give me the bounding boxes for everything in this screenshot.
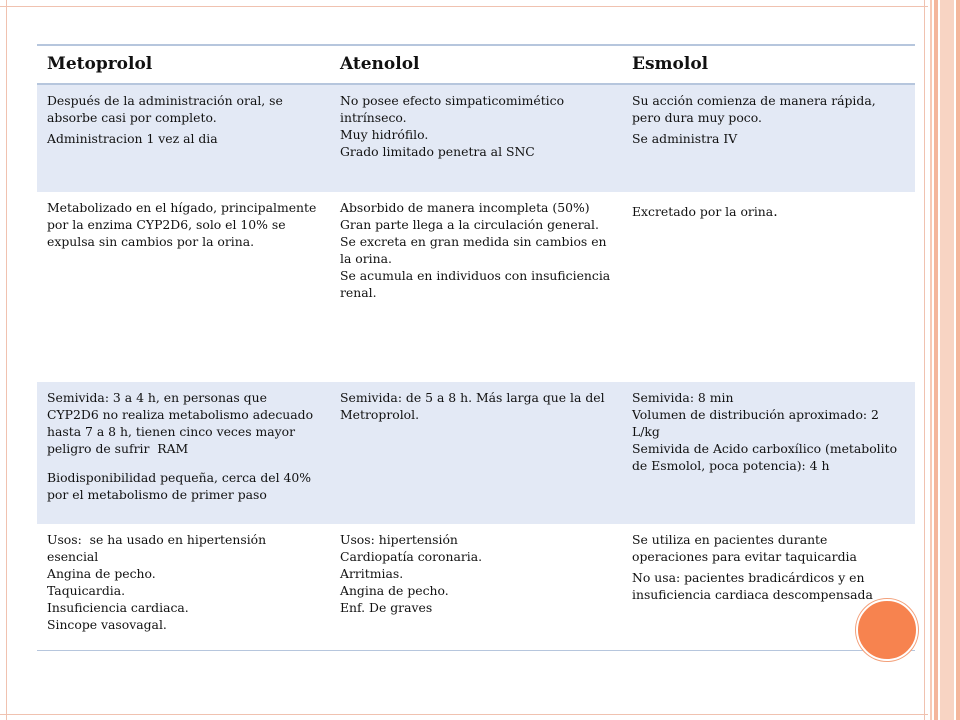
cell-text: Enf. De graves [340, 600, 433, 615]
slide-frame-bottom [0, 714, 928, 715]
cell-text: Usos: se ha usado en hipertensión esencial [47, 532, 271, 564]
decor-stripe [930, 0, 932, 720]
cell-atenolol [330, 84, 622, 192]
cell-metoprolol [37, 524, 330, 650]
cell-text: Semivida: de 5 a 8 h. Más larga que la del Metroprolol. [340, 390, 609, 422]
cell-text: Volumen de distribución aproximado: 2 L/kg [632, 407, 883, 439]
cell-metoprolol [37, 192, 330, 382]
cell-text: Gran parte llega a la circulación general. [340, 217, 599, 232]
cell-text: Taquicardia. [47, 583, 126, 598]
slide-frame-top [0, 6, 928, 7]
cell-text: Se excreta en gran medida sin cambios en la orina. [340, 234, 611, 266]
decor-stripe [956, 0, 960, 720]
header-metoprolol: Metoprolol [37, 45, 330, 84]
cell-metoprolol [37, 84, 330, 192]
table-row [37, 84, 915, 192]
header-esmolol: Esmolol [622, 45, 915, 84]
cell-atenolol [330, 382, 622, 524]
comparison-table [37, 44, 915, 651]
header-atenolol: Atenolol [330, 45, 622, 84]
cell-metoprolol [37, 382, 330, 524]
table-header-row [37, 45, 915, 84]
cell-text: Usos: hipertensión [340, 532, 458, 547]
slide-frame-right [924, 0, 925, 720]
cell-text: Se administra IV [632, 131, 738, 146]
cell-text: Arritmias. [340, 566, 404, 581]
cell-text: Absorbido de manera incompleta (50%) [340, 200, 590, 215]
cell-text: Su acción comienza de manera rápida, pero dura muy poco. [632, 93, 880, 125]
cell-text: Insuficiencia cardiaca. [47, 600, 189, 615]
cell-text: Grado limitado penetra al SNC [340, 144, 535, 159]
cell-text: Biodisponibilidad pequeña, cerca del 40% por el metabolismo de primer paso [47, 470, 315, 502]
cell-atenolol [330, 524, 622, 650]
cell-text: Muy hidrófilo. [340, 127, 429, 142]
cell-text: Cardiopatía coronaria. [340, 549, 483, 564]
table-row [37, 382, 915, 524]
cell-text: . [773, 204, 778, 220]
table-row [37, 192, 915, 382]
cell-text: Angina de pecho. [340, 583, 449, 598]
slide-frame-left [6, 0, 7, 720]
cell-text: Angina de pecho. [47, 566, 156, 581]
cell-esmolol [622, 192, 915, 382]
cell-text: Se utiliza en pacientes durante operaciones para evitar taquicardia [632, 532, 857, 564]
cell-text: Metabolizado en el hígado, principalmente por la enzima CYP2D6, solo el 10% se expulsa sin cambios por la orina. [47, 200, 321, 249]
cell-text: Semivida: 3 a 4 h, en personas que CYP2D6 no realiza metabolismo adecuado hasta 7 a 8 h, tienen cinco veces mayor peligro de sufrir RAM [47, 390, 318, 456]
cell-atenolol [330, 192, 622, 382]
cell-text: No posee efecto simpaticomimético intrínseco. [340, 93, 568, 125]
cell-esmolol [622, 382, 915, 524]
cell-esmolol [622, 84, 915, 192]
cell-text: Se acumula en individuos con insuficiencia renal. [340, 268, 615, 300]
cell-text: No usa: pacientes bradicárdicos y en insuficiencia cardiaca descompensada [632, 570, 873, 602]
cell-text: Semivida: 8 min [632, 390, 734, 405]
cell-text: Excretado por la orina [632, 204, 774, 219]
decor-stripe [940, 0, 954, 720]
cell-text [632, 203, 905, 221]
cell-text: Sincope vasovagal. [47, 617, 167, 632]
decor-circle [856, 599, 918, 661]
cell-text: Administracion 1 vez al dia [47, 131, 218, 146]
cell-text: Semivida de Acido carboxílico (metabolito de Esmolol, poca potencia): 4 h [632, 441, 901, 473]
decor-stripe [934, 0, 938, 720]
cell-text: Después de la administración oral, se absorbe casi por completo. [47, 93, 287, 125]
table-row [37, 524, 915, 650]
